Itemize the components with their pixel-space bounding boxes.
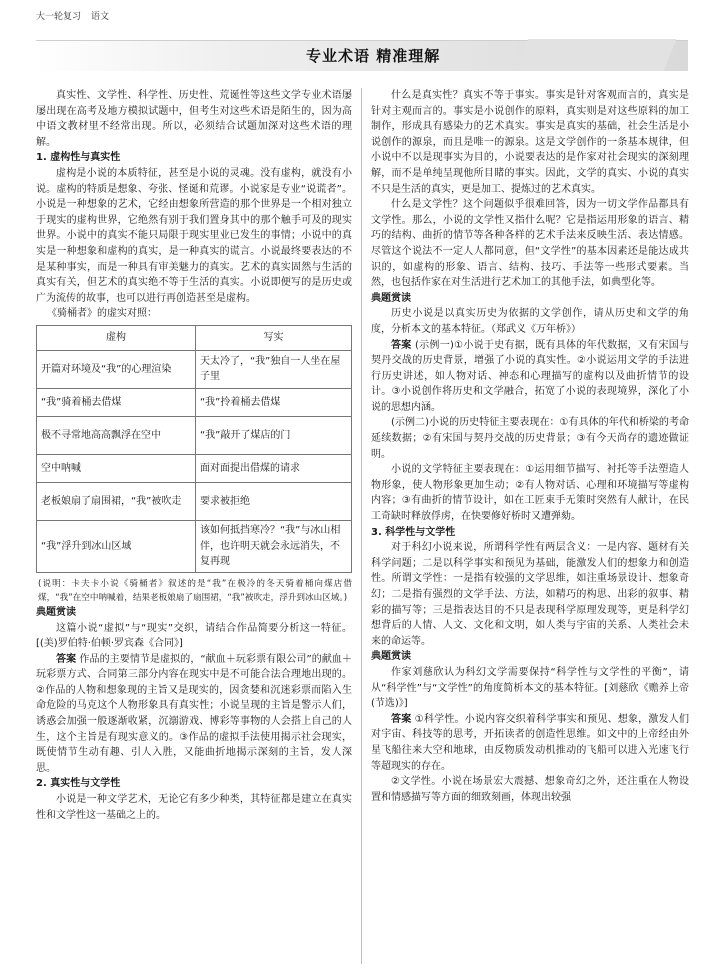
- section-1-title: 1. 虚构性与真实性: [36, 152, 121, 164]
- contrast-table: [36, 325, 352, 573]
- banner-title: 专业术语 精准理解: [306, 47, 441, 65]
- example-1-title: 典题赏读: [36, 606, 76, 618]
- table-cell: “我”浮升到冰山区域: [37, 520, 196, 572]
- answer-text: (示例一)①小说于史有据，既有具体的年代数据，又有宋国与契丹交战的历史背景，增强了小说的真实性。②小说运用文学的手法进行历史讲述，如人物对话、神态和心理描写的虚构以及曲折情节的设计。③小说创作将历史和文学融合，拓宽了小说的表现境界，深化了小说的思想内涵。: [371, 339, 690, 413]
- authenticity-paragraph: 什么是真实性？真实不等于事实。事实是针对客观而言的，真实是针对主观而言的。事实是小说创作的原料，真实则是对这些原料的加工制作，形成具有感染力的艺术真实。事实是真实的基础，社会生活是小说创作的源泉，而且是唯一的源泉。这是文学创作的一条基本规律，但小说中不以是现事实为目的，小说要表达的是作家对社会现实的深刻理解，而不是单纯呈现他所目睹的事实。因此，文学的真实、小说的真实不只是生活的真实，更是加工、提炼过的艺术真实。: [371, 90, 689, 195]
- table-row: [37, 350, 352, 388]
- section-1-paragraph: 虚构是小说的本质特征，甚至是小说的灵魂。没有虚构，就没有小说。虚构的特质是想象、夸张、怪诞和荒谬。小说家是专业“说谎者”。小说是一种想象的艺术，它经由想象所营造的那个世界是一个相对独立于现实的虚构世界，它绝然有别于我们置身其中的那个触手可及的现实世界。小说中的真实不能只局限于现实里业已发生的事情；小说中的真实是一种想象和虚构的真实，是一种真实的谎言。小说最终要表达的不是某种事实，而是一种具有审美魅力的真实。艺术的真实固然与生活的真实有关，但艺术的真实绝不等于生活的真实。小说即便写的是历史或广为流传的故事，也可以进行再创造甚至是虚构。: [36, 167, 352, 304]
- table-row: [37, 482, 352, 520]
- example-2-answer-alt-literary: 小说的文学特征主要表现在：①运用细节描写、衬托等手法塑造人物形象，使人物形象更加生动；②有人物对话、心理和环境描写等虚构内容；③有曲折的情节设计，如在工匠束手无策时突然有人献计，在民工奇缺时释放俘虏，在快要修好桥时又遭弹劾。: [371, 464, 689, 523]
- table-cell: 空中呐喊: [37, 454, 196, 482]
- example-2-title: 典题赏读: [371, 292, 411, 304]
- table-cell: 天太冷了，“我”独自一人坐在屋子里: [196, 350, 352, 388]
- table-row: [37, 388, 352, 416]
- table-cell: “我”敲开了煤店的门: [196, 416, 352, 454]
- answer-text: ①科学性。小说内容交织着科学事实和预见、想象，激发人们对宇宙、科技等的思考，开拓读者的创造性思维。如文中的上帝经由外星飞船往来大空和地球，由反物质发动机推动的飞船可以进入光速飞行等超现实的存在。: [371, 713, 689, 772]
- example-3-title: 典题赏读: [371, 651, 411, 663]
- answer-label: 答案: [391, 339, 412, 351]
- answer-label: 答案: [56, 653, 77, 665]
- example-2-answer-alt-history: (示例二)小说的历史特征主要表现在：①有具体的年代和桥梁的考命延续数据；②有宋国与契丹交战的历史背景；③有今天尚存的遗迹做证明。: [371, 417, 689, 460]
- answer-label: 答案: [391, 713, 412, 725]
- table-header-row: [37, 325, 352, 350]
- section-2-paragraph: 小说是一种文学艺术，无论它有多少种类，其特征都是建立在真实性和文学性这一基础之上的。: [36, 794, 352, 821]
- example-2-question: 历史小说是以真实历史为依据的文学创作，请从历史和文学的角度，分析本文的基本特征。（郑武义《万年桥》）: [371, 308, 689, 335]
- left-column: [36, 88, 352, 823]
- section-banner: [36, 40, 688, 71]
- example-1-answer: [36, 652, 352, 777]
- section-3-paragraph: 对于科幻小说来说，所谓科学性有两层含义：一是内容、题材有关科学问题；二是以科学事实和预见为基础，能激发人们的想象力和创造性。所谓文学性：一是指有较强的文学思维，如注重场景设计、想象奇幻；二是指有强烈的文学手法、方法，如精巧的构思、出彩的叙事、精彩的描写等；三是指表达目的不只是表现科学原理发现等，更是科学幻想背后的人情、人文、文化和文明，如人类与宇宙的关系、人类社会未来的命运等。: [371, 542, 689, 647]
- table-cell: 极不寻常地高高飘浮在空中: [37, 416, 196, 454]
- table-cell: 老板娘扇了扇围裙，“我”被吹走: [37, 482, 196, 520]
- example-3-answer: [371, 712, 689, 774]
- table-cell: “我”拎着桶去借煤: [196, 388, 352, 416]
- table-header-cell: 写实: [196, 325, 352, 350]
- example-2-answer: [371, 338, 689, 416]
- table-caption: 《骑桶者》的虚实对照：: [47, 308, 157, 320]
- subject-name: 语文: [91, 12, 110, 22]
- table-header-cell: 虚构: [37, 325, 196, 350]
- example-3-answer-part-2: ②文学性。小说在场景宏大震撼、想象奇幻之外，还注重在人物设置和情感描写等方面的细致刻画，体现出较强: [371, 776, 689, 803]
- table-row: [37, 454, 352, 482]
- table-cell: 开篇对环境及“我”的心理渲染: [37, 350, 196, 388]
- table-row: [37, 520, 352, 572]
- table-cell: 面对面提出借煤的请求: [196, 454, 352, 482]
- table-cell: 该如何抵挡寒冷？“我”与冰山相伴，也许明天就会永远消失，不复再现: [196, 520, 352, 572]
- table-cell: “我”骑着桶去借煤: [37, 388, 196, 416]
- answer-text: 作品的主要情节是虚拟的，“献血＋玩彩票有限公司”的献血＋玩彩票方式、合同第三部分内容在现实中是不可能合法合理地出现的。②作品的人物和想象现的主旨又是现实的，因贪婪和沉迷彩票而陷入生命危险的马克这个人物形象具有真实性；小说呈现的主旨是警示人们，诱惑会加强一般逐渐收紧，沉溺游戏、博彩等事物的人会搭上自己的人生，这个主旨是有现实意义的。③作品的虚拟手法使用揭示社会现实，既使情节生动有趣、引人入胜，又能曲折地揭示深刻的主旨，发人深思。: [36, 653, 353, 774]
- intro-paragraph: 真实性、文学性、科学性、历史性、荒诞性等这些文学专业术语屡屡出现在高考及地方模拟试题中，但考生对这些术语是陌生的，因为高中语文教材里不经常出现。所以，必须结合试题加深对这些术语的理解。: [36, 90, 352, 148]
- example-3-question: 作家刘慈欣认为科幻文学需要保持“科学性与文学性的平衡”，请从“科学性”与“文学性”的角度简析本文的基本特征。[刘慈欣《赡养上帝(节选)》]: [371, 666, 689, 710]
- running-header: [36, 12, 119, 23]
- example-1-question: 这篇小说“虚拟”与“现实”交织，请结合作品简要分析这一特征。[(美)罗伯特·伯顿·罗宾森《合同》]: [36, 622, 352, 650]
- section-3-title: 3. 科学性与文学性: [371, 526, 456, 538]
- section-2-title: 2. 真实性与文学性: [36, 778, 121, 790]
- literariness-paragraph: 什么是文学性？这个问题似乎很难回答，因为一切文学作品都具有文学性。那么，小说的文学性又指什么呢？它是指运用形象的语言、精巧的结构、曲折的情节等各种各样的艺术手法来反映生活、表达情感。尽管这个说法不一定人人都同意，但“文学性”的基本因素还是能达成共识的，如虚构的形象、语言、结构、技巧、手法等一些形式要素。当然，也包括作家在对生活进行艺术加工的其他手法，如典型化等。: [371, 199, 689, 289]
- column-divider: [361, 88, 362, 964]
- banner-tab-decoration: [516, 39, 677, 71]
- table-note: (说明：卡夫卡小说《骑桶者》叙述的是“我”在极冷的冬天骑着桶向煤店借煤，“我”在空中呐喊着，结果老板娘扇了扇围裙，“我”被吹走，浮升到冰山区域。): [38, 578, 352, 603]
- series-name: 大一轮复习: [36, 12, 82, 22]
- table-row: [37, 416, 352, 454]
- right-column: [371, 88, 689, 805]
- table-cell: 要求被拒绝: [196, 482, 352, 520]
